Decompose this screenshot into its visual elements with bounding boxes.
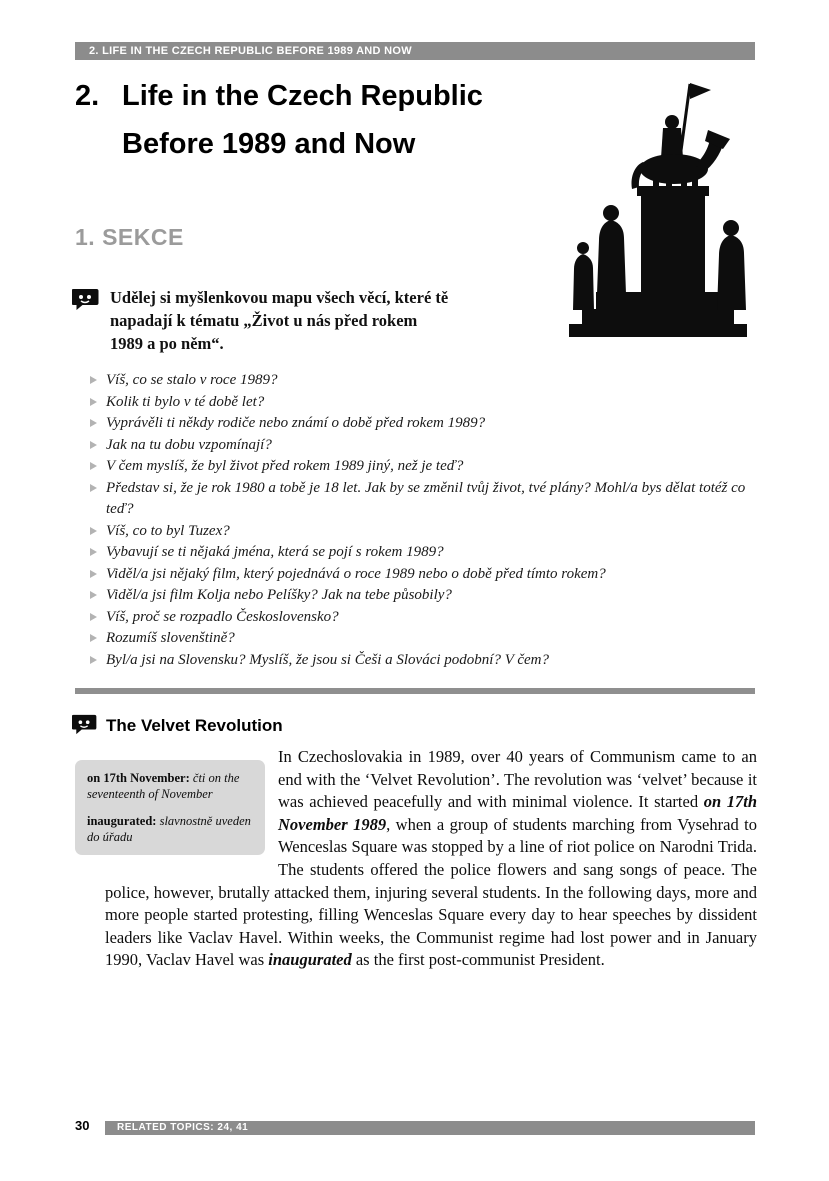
article-heading (72, 712, 283, 740)
question-text: Viděl/a jsi film Kolja nebo Pelíšky? Jak na tebe působily? (106, 587, 452, 603)
triangle-bullet-icon (90, 484, 97, 492)
triangle-bullet-icon (90, 527, 97, 535)
wenceslas-statue-illustration (553, 70, 763, 345)
triangle-bullet-icon (90, 398, 97, 406)
speech-bubble-icon (72, 288, 99, 355)
paragraph-segment: In Czechoslovakia in 1989, over 40 years of Communism came to an end with the ‘Velvet Revolution’. The revolution was ‘velvet’ because it was achieved peacefully and with minimal violence. It started (278, 747, 757, 812)
question-item (90, 392, 766, 414)
question-item (90, 435, 766, 457)
triangle-bullet-icon (90, 613, 97, 621)
question-text: Víš, co to byl Tuzex? (106, 522, 230, 539)
emphasized-term: on 17th November 1989 (278, 792, 757, 834)
section-heading: 1. SEKCE (75, 224, 184, 250)
related-topics-bar (105, 1121, 755, 1135)
question-text: Viděl/a jsi nějaký film, který pojednává o roce 1989 nebo o době před tímto rokem? (106, 565, 606, 582)
task-text: Udělej si myšlenkovou mapu všech věcí, které tě napadají k tématu „Život u nás před rokem 1989 a po něm“. (110, 288, 449, 353)
question-item (90, 478, 766, 521)
footer-page-number: 30 (75, 1118, 90, 1133)
question-text: Víš, co se stalo v roce 1989? (106, 372, 278, 388)
question-item (90, 456, 766, 478)
running-header-bar (75, 42, 755, 60)
triangle-bullet-icon (90, 634, 97, 642)
question-item (90, 413, 766, 435)
vocab-box (75, 760, 265, 855)
chapter-number: 2. (75, 80, 100, 112)
chapter-title-line2: Before 1989 and Now (122, 128, 416, 160)
question-item (90, 628, 766, 650)
page-title (75, 72, 483, 168)
question-item (90, 585, 766, 607)
question-text: Kolik ti bylo v té době let? (106, 393, 265, 410)
question-item (90, 564, 766, 586)
speech-bubble-icon (72, 714, 97, 740)
triangle-bullet-icon (90, 591, 97, 599)
question-text: Vyprávěli ti někdy rodiče nebo známí o době před rokem 1989? (106, 415, 486, 431)
article-title: The Velvet Revolution (106, 716, 283, 735)
triangle-bullet-icon (90, 441, 97, 449)
question-text: Rozumíš slovenštině? (106, 630, 235, 646)
question-item (90, 607, 766, 629)
question-list (90, 370, 766, 671)
section-divider (75, 688, 755, 694)
question-item (90, 542, 766, 564)
triangle-bullet-icon (90, 419, 97, 427)
chapter-title-lines (122, 72, 483, 168)
triangle-bullet-icon (90, 570, 97, 578)
task-block (72, 286, 457, 355)
question-item (90, 650, 766, 672)
paragraph-segment: as the first post-communist President. (351, 950, 605, 970)
statue-svg (553, 70, 763, 345)
question-text: Představ si, že je rok 1980 a tobě je 18 let. Jak by se změnil tvůj život, tvé plány? Mohl/a bys dělat totéž co teď? (106, 479, 746, 517)
chapter-title-line1: Life in the Czech Republic (122, 80, 483, 112)
vocab-entry: inaugurated: slavnostně uveden do úřadu (87, 814, 251, 844)
question-text: Víš, proč se rozpadlo Československo? (106, 608, 339, 625)
running-header-text: 2. LIFE IN THE CZECH REPUBLIC BEFORE 1989 AND NOW (89, 45, 412, 57)
question-text: Vybavují se ti nějaká jména, která se pojí s rokem 1989? (106, 544, 444, 560)
article-paragraph (87, 746, 757, 972)
triangle-bullet-icon (90, 462, 97, 470)
question-text: Jak na tu dobu vzpomínají? (106, 436, 272, 453)
triangle-bullet-icon (90, 656, 97, 664)
question-item (90, 521, 766, 543)
paragraph-segment: , when a group of students marching from Vysehrad to Wenceslas Square was stopped by a line of riot police on Narodni Trida. The students offered the police flowers and sang songs of peace. The police, however, brutally attacked them, injuring several students. In the following days, more and more people started protesting, filling Wenceslas Square every day to hear speeches by dissident leaders like Vaclav Havel. Within weeks, the Communist regime had lost power and in January 1990, Vaclav Havel was (105, 814, 757, 970)
question-item (90, 370, 766, 392)
related-topics-text: RELATED TOPICS: 24, 41 (117, 1122, 249, 1133)
triangle-bullet-icon (90, 548, 97, 556)
emphasized-term: inaugurated (268, 950, 352, 970)
question-text: Byl/a jsi na Slovensku? Myslíš, že jsou si Češi a Slováci podobní? V čem? (106, 651, 549, 668)
triangle-bullet-icon (90, 376, 97, 384)
vocab-entry: on 17th November: čti on the seventeenth of November (87, 771, 240, 801)
question-text: V čem myslíš, že byl život před rokem 1989 jiný, než je teď? (106, 458, 464, 474)
